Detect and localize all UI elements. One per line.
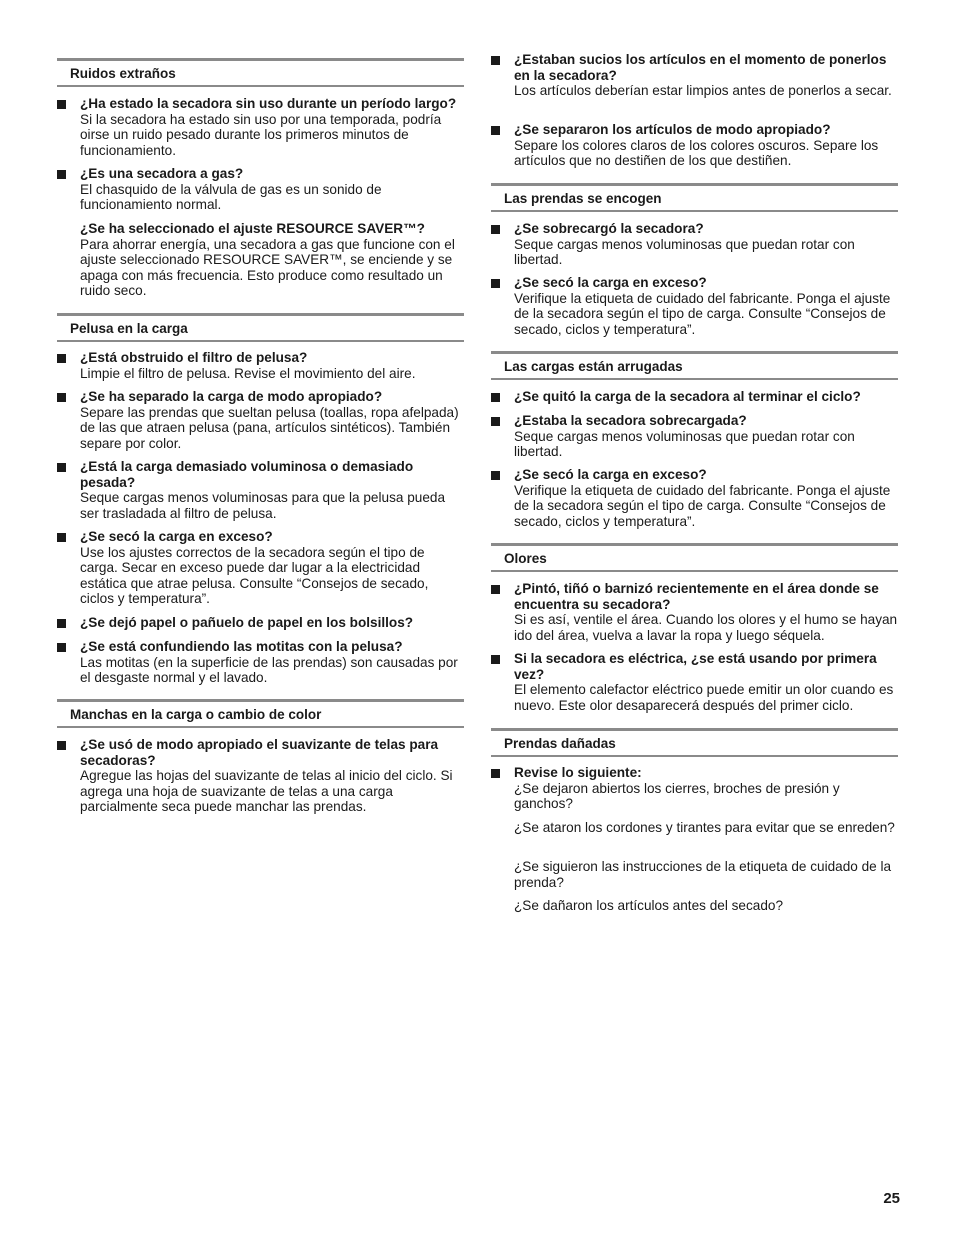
question: ¿Se secó la carga en exceso? bbox=[514, 275, 707, 290]
list-item bbox=[57, 96, 464, 158]
answer: Si la secadora ha estado sin uso por una temporada, podría oirse un ruido pesado durante los primeros minutos de funcionamiento. bbox=[80, 111, 442, 158]
question: ¿Se sobrecargó la secadora? bbox=[514, 221, 704, 236]
bullet-square-icon bbox=[491, 225, 500, 234]
answer: Si es así, ventile el área. Cuando los olores y el humo se hayan ido del área, vuelva a lavar la ropa y luego séquela. bbox=[514, 612, 898, 643]
question: ¿Ha estado la secadora sin uso durante un período largo? bbox=[80, 96, 457, 111]
bullet-square-icon bbox=[57, 741, 66, 750]
answer: Verifique la etiqueta de cuidado del fabricante. Ponga el ajuste de la secadora según el tipo de carga. Consulte “Consejos de secado, ciclos y temperatura”. bbox=[514, 482, 891, 529]
section-heading-olores bbox=[491, 543, 898, 572]
bullet-square-icon bbox=[57, 393, 66, 402]
bullet-square-icon bbox=[491, 393, 500, 402]
answer: Limpie el filtro de pelusa. Revise el movimiento del aire. bbox=[80, 365, 416, 381]
section-heading-pelusa bbox=[57, 313, 464, 342]
list-item bbox=[491, 52, 898, 99]
sub-paragraph: ¿Se ataron los cordones y tirantes para evitar que se enreden? bbox=[514, 820, 895, 835]
answer: Separe las prendas que sueltan pelusa (toallas, ropa afelpada) de las que atraen pelusa (pana, artículos sintéticos). También separe por color. bbox=[80, 404, 459, 451]
bullet-square-icon bbox=[57, 463, 66, 472]
answer: Agregue las hojas del suavizante de telas al inicio del ciclo. Si agrega una hoja de suavizante de telas a una carga parcialmente seca puede manchar las prendas. bbox=[80, 768, 453, 815]
bullet-square-icon bbox=[491, 279, 500, 288]
bullet-square-icon bbox=[491, 56, 500, 65]
question: Revise lo siguiente: bbox=[514, 765, 642, 780]
answer: Las motitas (en la superficie de las prendas) son causadas por el desgaste normal y el lavado. bbox=[80, 654, 458, 686]
question: ¿Estaba la secadora sobrecargada? bbox=[514, 413, 747, 428]
list-item bbox=[57, 350, 464, 381]
question: ¿Se secó la carga en exceso? bbox=[80, 529, 273, 544]
list-item bbox=[491, 413, 898, 460]
answer: Seque cargas menos voluminosas para que la pelusa pueda ser trasladada al filtro de pelusa. bbox=[80, 490, 446, 521]
sub-paragraph: ¿Se siguieron las instrucciones de la etiqueta de cuidado de la prenda? bbox=[514, 859, 892, 890]
list-item bbox=[57, 166, 464, 213]
question: ¿Se dejó papel o pañuelo de papel en los bolsillos? bbox=[80, 615, 414, 630]
bullet-square-icon bbox=[491, 585, 500, 594]
bullet-square-icon bbox=[57, 619, 66, 628]
list-item bbox=[491, 122, 898, 169]
section-heading-text: Olores bbox=[504, 551, 547, 566]
question: Si la secadora es eléctrica, ¿se está usando por primera vez? bbox=[514, 651, 877, 682]
answer: Los artículos deberían estar limpios antes de ponerlos a secar. bbox=[514, 83, 892, 99]
bullet-square-icon bbox=[57, 643, 66, 652]
page-number: 25 bbox=[883, 1190, 900, 1207]
question: ¿Estaban sucios los artículos en el momento de ponerlos en la secadora? bbox=[514, 52, 887, 83]
list-item bbox=[57, 529, 464, 607]
bullet-square-icon bbox=[491, 417, 500, 426]
section-heading-text: Las prendas se encogen bbox=[504, 191, 662, 206]
list-item bbox=[57, 459, 464, 521]
question: ¿Está la carga demasiado voluminosa o demasiado pesada? bbox=[80, 459, 414, 490]
section-heading-text: Las cargas están arrugadas bbox=[504, 359, 683, 374]
bullet-square-icon bbox=[491, 769, 500, 778]
question: ¿Se secó la carga en exceso? bbox=[514, 467, 707, 482]
list-item bbox=[491, 221, 898, 268]
question: ¿Se ha seleccionado el ajuste RESOURCE SAVER™? bbox=[80, 221, 425, 236]
list-item bbox=[491, 389, 898, 405]
section-heading-danadas bbox=[491, 728, 898, 757]
list-item bbox=[57, 737, 464, 815]
answer: Verifique la etiqueta de cuidado del fabricante. Ponga el ajuste de la secadora según el tipo de carga. Consulte “Consejos de secado, ciclos y temperatura”. bbox=[514, 290, 891, 337]
section-heading-ruidos bbox=[57, 58, 464, 87]
section-heading-encogen bbox=[491, 183, 898, 212]
section-heading-text: Ruidos extraños bbox=[70, 66, 176, 81]
bullet-square-icon bbox=[491, 471, 500, 480]
answer: ¿Se dejaron abiertos los cierres, broches de presión y ganchos? bbox=[514, 780, 840, 812]
list-item bbox=[491, 651, 898, 713]
list-item bbox=[491, 581, 898, 643]
bullet-square-icon bbox=[491, 126, 500, 135]
question: ¿Se separaron los artículos de modo apropiado? bbox=[514, 122, 831, 137]
sub-paragraph: ¿Se dañaron los artículos antes del secado? bbox=[514, 898, 784, 913]
answer: Seque cargas menos voluminosas que puedan rotar con libertad. bbox=[514, 428, 855, 460]
section-heading-manchas bbox=[57, 699, 464, 728]
answer: El chasquido de la válvula de gas es un sonido de funcionamiento normal. bbox=[80, 181, 382, 213]
bullet-square-icon bbox=[57, 170, 66, 179]
question: ¿Pintó, tiñó o barnizó recientemente en el área donde se encuentra su secadora? bbox=[514, 581, 879, 612]
section-heading-text: Manchas en la carga o cambio de color bbox=[70, 707, 322, 722]
list-item bbox=[491, 467, 898, 529]
answer: El elemento calefactor eléctrico puede emitir un olor cuando es nuevo. Este olor desaparecerá después del primer ciclo. bbox=[514, 682, 894, 713]
question: ¿Se usó de modo apropiado el suavizante de telas para secadoras? bbox=[80, 737, 439, 768]
list-item bbox=[57, 639, 464, 686]
question: ¿Está obstruido el filtro de pelusa? bbox=[80, 350, 308, 365]
question: ¿Es una secadora a gas? bbox=[80, 166, 244, 181]
bullet-square-icon bbox=[57, 533, 66, 542]
list-item bbox=[491, 765, 898, 812]
list-item bbox=[57, 615, 464, 631]
question: ¿Se quitó la carga de la secadora al terminar el ciclo? bbox=[514, 389, 861, 404]
section-heading-text: Pelusa en la carga bbox=[70, 321, 188, 336]
bullet-square-icon bbox=[57, 100, 66, 109]
answer: Para ahorrar energía, una secadora a gas que funcione con el ajuste seleccionado RESOURCE SAVER™, se enciende y se apaga con más frecuencia. Esto produce como resultado un ruido seco. bbox=[80, 236, 455, 299]
answer: Use los ajustes correctos de la secadora según el tipo de carga. Secar en exceso puede dar lugar a la electricidad estática que atrae pelusa. Consulte “Consejos de secado, ciclos y temperatura”. bbox=[80, 544, 429, 607]
list-item bbox=[57, 389, 464, 451]
sub-item bbox=[80, 221, 464, 299]
question: ¿Se ha separado la carga de modo apropiado? bbox=[80, 389, 383, 404]
question: ¿Se está confundiendo las motitas con la pelusa? bbox=[80, 639, 403, 654]
section-heading-arrugadas bbox=[491, 351, 898, 380]
section-heading-text: Prendas dañadas bbox=[504, 736, 616, 751]
list-item bbox=[491, 275, 898, 337]
answer: Seque cargas menos voluminosas que puedan rotar con libertad. bbox=[514, 236, 855, 268]
bullet-square-icon bbox=[57, 354, 66, 363]
answer: Separe los colores claros de los colores oscuros. Separe los artículos que no destiñen de los que destiñen. bbox=[514, 137, 879, 169]
bullet-square-icon bbox=[491, 655, 500, 664]
